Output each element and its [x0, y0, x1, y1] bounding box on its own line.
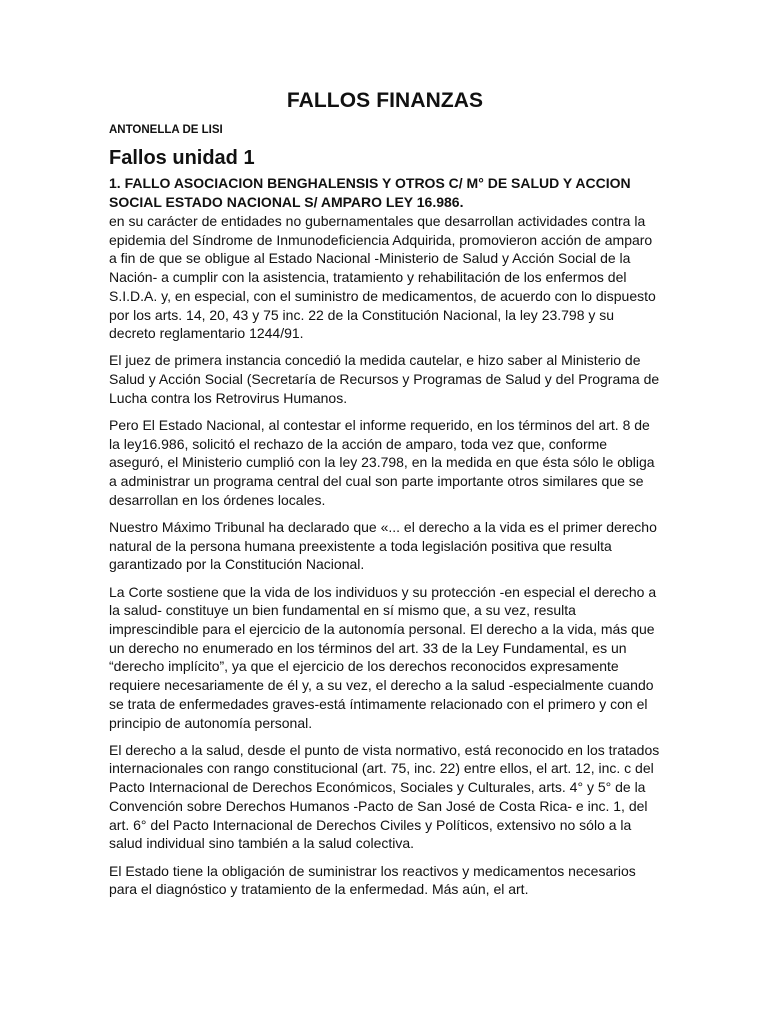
paragraph-3: Pero El Estado Nacional, al contestar el informe requerido, en los términos del art. 8 de la ley16.986, solicitó el rechazo de la acción de amparo, toda vez que, conforme aseguró, el Ministerio cumplió con la ley 23.798, en la medida en que ésta sólo le obliga a administrar un programa central del cual son parte importante otros similares que se desarrollan en los órdenes locales. [109, 417, 655, 508]
author-name: ANTONELLA DE LISI [109, 124, 223, 136]
paragraph-5: La Corte sostiene que la vida de los individuos y su protección -en especial el derecho a la salud- constituye un bien fundamental en sí mismo que, a su vez, resulta imprescindible para el ejercicio de la autonomía personal. El derecho a la vida, más que un derecho no enumerado en los términos del art. 33 de la Ley Fundamental, es un “derecho implícito”, ya que el ejercicio de los derechos reconocidos expresamente requiere necesariamente de él y, a su vez, el derecho a la salud -especialmente cuando se trata de enfermedades graves-está íntimamente relacionado con el primero y con el principio de autonomía personal. [109, 583, 657, 731]
document-title: FALLOS FINANZAS [286, 89, 484, 112]
paragraph-4: Nuestro Máximo Tribunal ha declarado que «... el derecho a la vida es el primer derecho natural de la persona humana preexistente a toda legislación positiva que resulta garantizado por la Constitución Nacional. [109, 519, 657, 573]
case-heading: 1. FALLO ASOCIACION BENGHALENSIS Y OTROS C/ M° DE SALUD Y ACCION SOCIAL ESTADO NACIONAL S/ AMPARO LEY 16.986. [109, 175, 631, 210]
section-heading: Fallos unidad 1 [109, 147, 255, 169]
paragraph-6: El derecho a la salud, desde el punto de vista normativo, está reconocido en los tratados internacionales con rango constitucional (art. 75, inc. 22) entre ellos, el art. 12, inc. c del Pacto Internacional de Derechos Económicos, Sociales y Culturales, arts. 4° y 5° de la Convención sobre Derechos Humanos -Pacto de San José de Costa Rica- e inc. 1, del art. 6° del Pacto Internacional de Derechos Civiles y Políticos, extensivo no sólo a la salud individual sino también a la salud colectiva. [109, 741, 660, 852]
paragraph-7: El Estado tiene la obligación de suministrar los reactivos y medicamentos necesarios para el diagnóstico y tratamiento de la enfermedad. Más aún, el art. [109, 862, 636, 898]
paragraph-1: en su carácter de entidades no gubernamentales que desarrollan actividades contra la epidemia del Síndrome de Inmunodeficiencia Adquirida, promovieron acción de amparo a fin de que se obligue al Estado Nacional -Ministerio de Salud y Acción Social de la Nación- a cumplir con la asistencia, tratamiento y rehabilitación de los enfermos del S.I.D.A. y, en especial, con el suministro de medicamentos, de acuerdo con lo dispuesto por los arts. 14, 20, 43 y 75 inc. 22 de la Constitución Nacional, la ley 23.798 y su decreto reglamentario 1244/91. [109, 213, 656, 342]
document-content [109, 84, 661, 907]
paragraph-2: El juez de primera instancia concedió la medida cautelar, e hizo saber al Ministerio de Salud y Acción Social (Secretaría de Recursos y Programas de Salud y del Programa de Lucha contra los Retrovirus Humanos. [109, 352, 660, 406]
